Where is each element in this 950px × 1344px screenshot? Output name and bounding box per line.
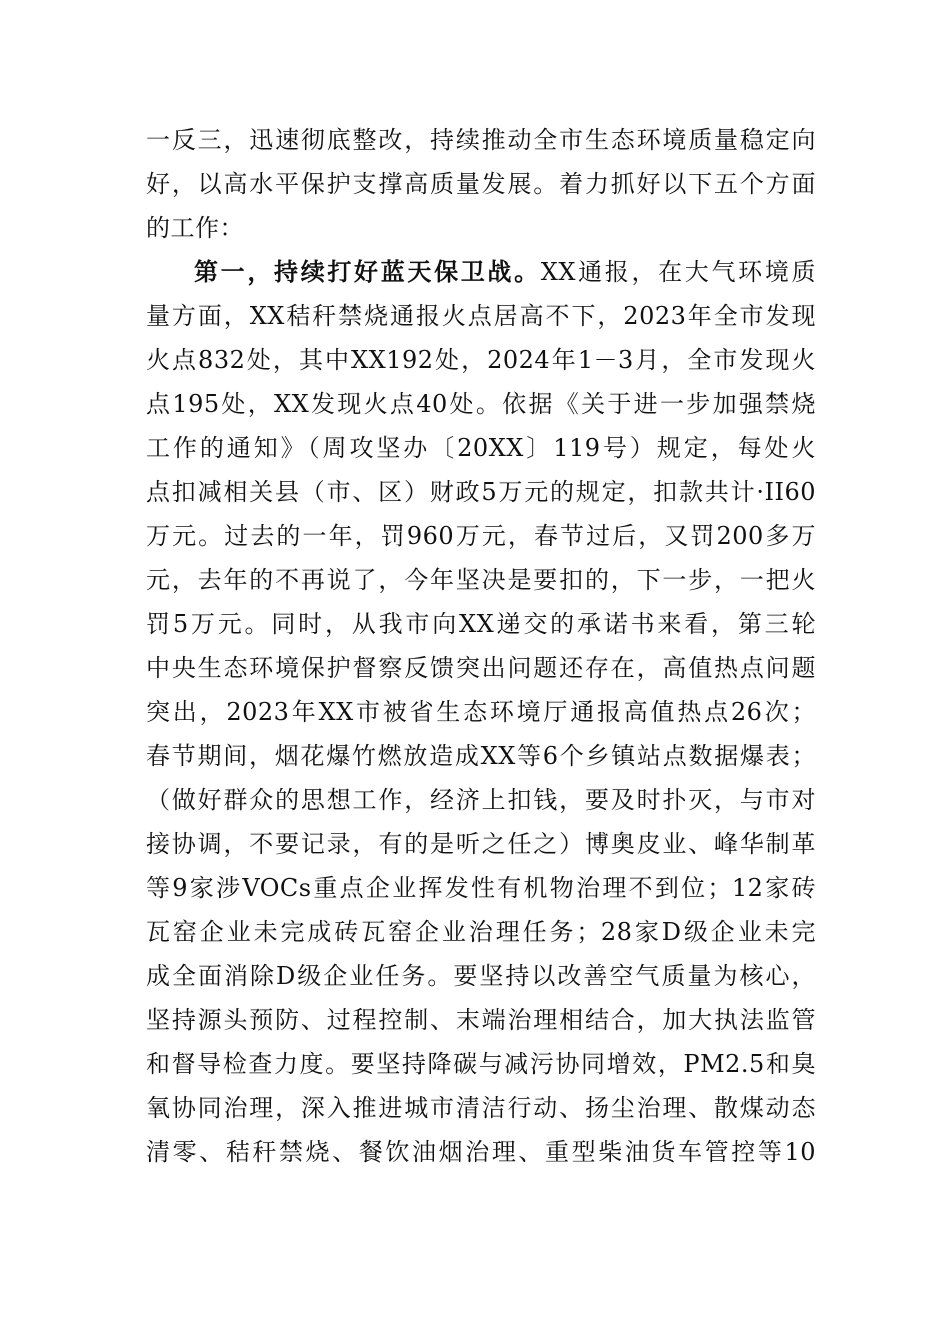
- text-line: （做好群众的思想工作，经济上扣钱，要及时扑灭，与市对: [146, 786, 816, 814]
- text-line-tail: XX通报，在大气环境质: [540, 258, 817, 286]
- text-line: 清零、秸秆禁烧、餐饮油烟治理、重型柴油货车管控等10: [146, 1138, 816, 1166]
- text-line: 等9家涉VOCs重点企业挥发性有机物治理不到位；12家砖: [146, 874, 816, 902]
- text-line: 氧协同治理，深入推进城市清洁行动、扬尘治理、散煤动态: [146, 1094, 816, 1122]
- text-line: 火点832处，其中XX192处，2024年1－3月，全市发现火: [146, 346, 816, 374]
- text-line: 一反三，迅速彻底整改，持续推动全市生态环境质量稳定向: [146, 126, 816, 154]
- text-line: 好，以高水平保护支撑高质量发展。着力抓好以下五个方面: [146, 170, 816, 198]
- text-line: 春节期间，烟花爆竹燃放造成XX等6个乡镇站点数据爆表；: [146, 742, 816, 770]
- text-line: 突出，2023年XX市被省生态环境厅通报高值热点26次；: [146, 698, 816, 726]
- text-line: 中央生态环境保护督察反馈突出问题还存在，高值热点问题: [146, 654, 816, 682]
- text-line: 罚5万元。同时，从我市向XX递交的承诺书来看，第三轮: [146, 610, 816, 638]
- text-line: 量方面，XX秸秆禁烧通报火点居高不下，2023年全市发现: [146, 302, 816, 330]
- text-line: 瓦窑企业未完成砖瓦窑企业治理任务；28家D级企业未完: [146, 918, 816, 946]
- section-heading-line: [146, 250, 816, 294]
- body-text: [146, 118, 816, 1174]
- text-line: 坚持源头预防、过程控制、末端治理相结合，加大执法监管: [146, 1006, 816, 1034]
- text-line: 接协调，不要记录，有的是听之任之）博奥皮业、峰华制革: [146, 830, 816, 858]
- text-line: 成全面消除D级企业任务。要坚持以改善空气质量为核心，: [146, 962, 816, 990]
- text-line: 元，去年的不再说了，今年坚决是要扣的，下一步，一把火: [146, 566, 816, 594]
- text-line: 和督导检查力度。要坚持降碳与减污协同增效，PM2.5和臭: [146, 1050, 816, 1078]
- text-line: 点扣减相关县（市、区）财政5万元的规定，扣款共计·II60: [146, 478, 816, 506]
- text-line: 万元。过去的一年，罚960万元，春节过后，又罚200多万: [146, 522, 816, 550]
- text-line: 点195处，XX发现火点40处。依据《关于进一步加强禁烧: [146, 390, 816, 418]
- text-line: 的工作：: [146, 214, 244, 242]
- text-line: 工作的通知》（周攻坚办〔20XX〕119号）规定，每处火: [146, 434, 816, 462]
- section-heading: 第一，持续打好蓝天保卫战。: [194, 258, 541, 286]
